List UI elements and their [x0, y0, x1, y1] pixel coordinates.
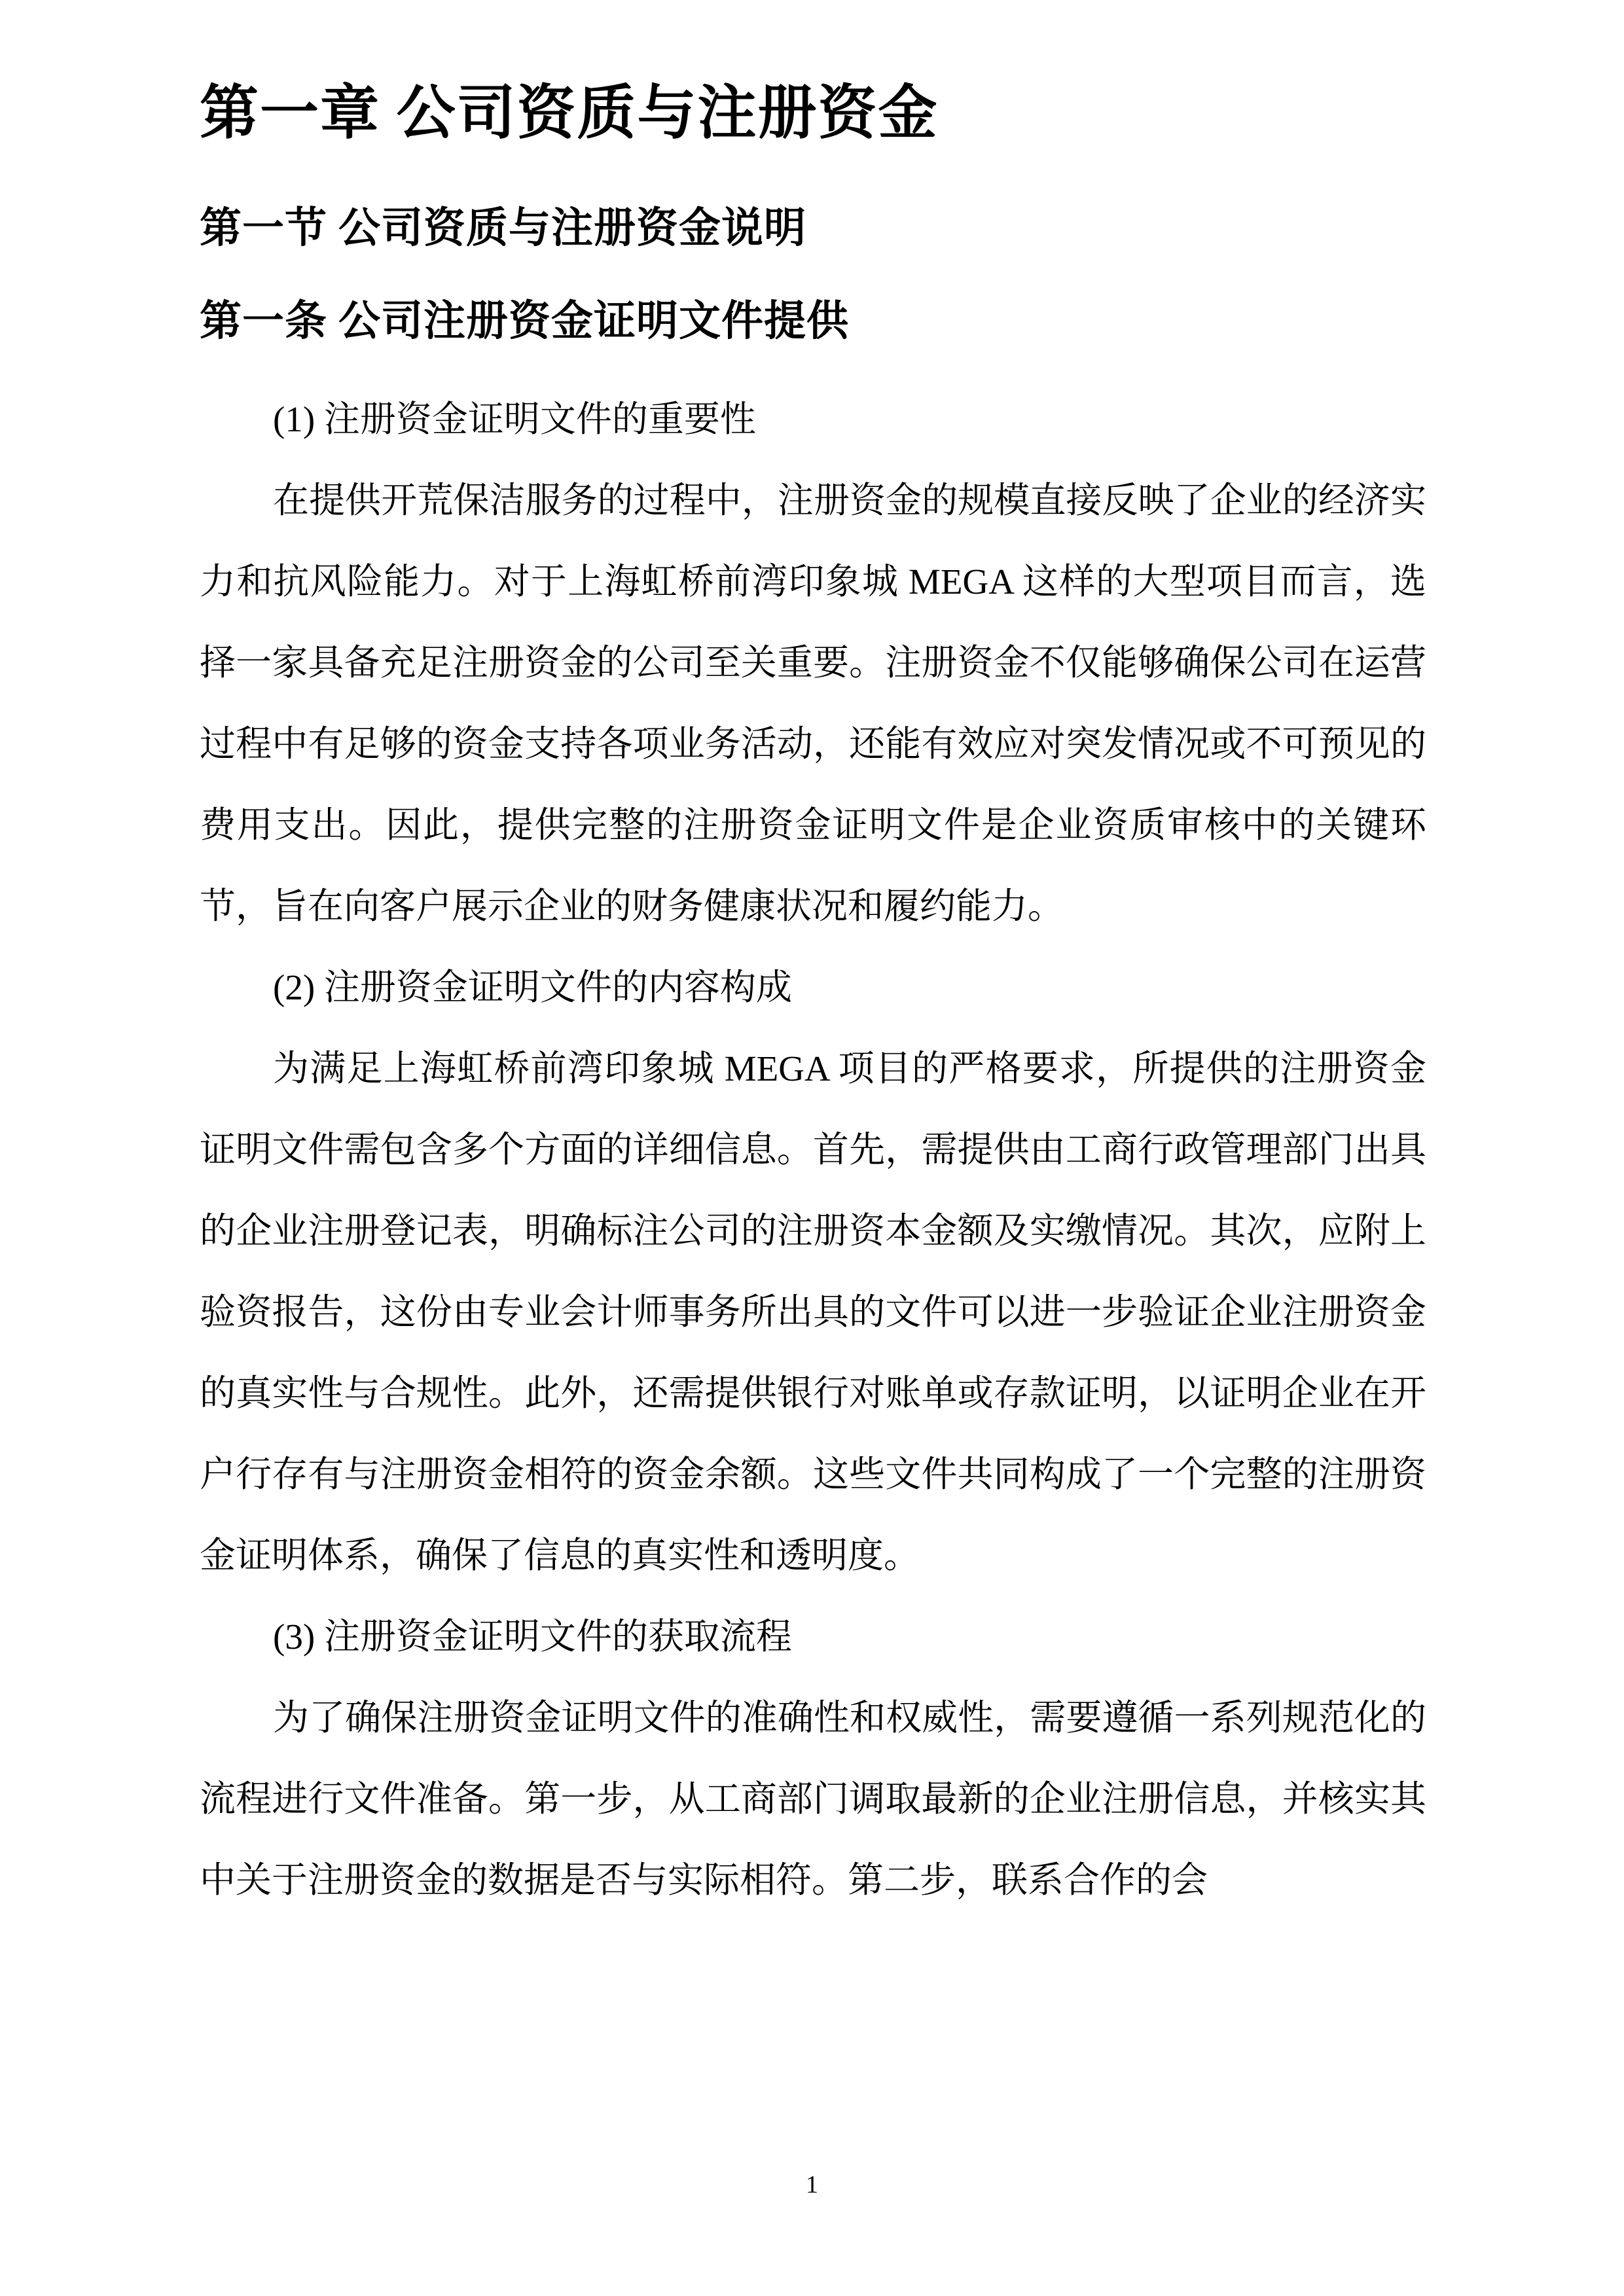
paragraph-1: 在提供开荒保洁服务的过程中，注册资金的规模直接反映了企业的经济实力和抗风险能力。对于上海虹桥前湾印象城 MEGA 这样的大型项目而言，选择一家具备充足注册资金的公司至关重要。注册资金不仅能够确保公司在运营过程中有足够的资金支持各项业务活动，还能有效应对突发情况或不可预见的费用支出。因此，提供完整的注册资金证明文件是企业资质审核中的关键环节，旨在向客户展示企业的财务健康状况和履约能力。 — [200, 480, 1426, 926]
subheading-3: (3) 注册资金证明文件的获取流程 — [273, 1616, 792, 1657]
chapter-title: 第一章 公司资质与注册资金 — [200, 81, 939, 146]
section-title: 第一节 公司资质与注册资金说明 — [200, 204, 806, 251]
article-title: 第一条 公司注册资金证明文件提供 — [200, 297, 849, 344]
paragraph-3: 为了确保注册资金证明文件的准确性和权威性，需要遵循一系列规范化的流程进行文件准备。第一步，从工商部门调取最新的企业注册信息，并核实其中关于注册资金的数据是否与实际相符。第二步，联系合作的会 — [200, 1697, 1426, 1900]
subheading-2: (2) 注册资金证明文件的内容构成 — [273, 967, 792, 1007]
paragraph-2: 为满足上海虹桥前湾印象城 MEGA 项目的严格要求，所提供的注册资金证明文件需包含多个方面的详细信息。首先，需提供由工商行政管理部门出具的企业注册登记表，明确标注公司的注册资本金额及实缴情况。其次，应附上验资报告，这份由专业会计师事务所出具的文件可以进一步验证企业注册资金的真实性与合规性。此外，还需提供银行对账单或存款证明，以证明企业在开户行存有与注册资金相符的资金余额。这些文件共同构成了一个完整的注册资金证明体系，确保了信息的真实性和透明度。 — [200, 1048, 1426, 1575]
page-number: 1 — [806, 2171, 818, 2198]
subheading-1: (1) 注册资金证明文件的重要性 — [273, 399, 756, 439]
